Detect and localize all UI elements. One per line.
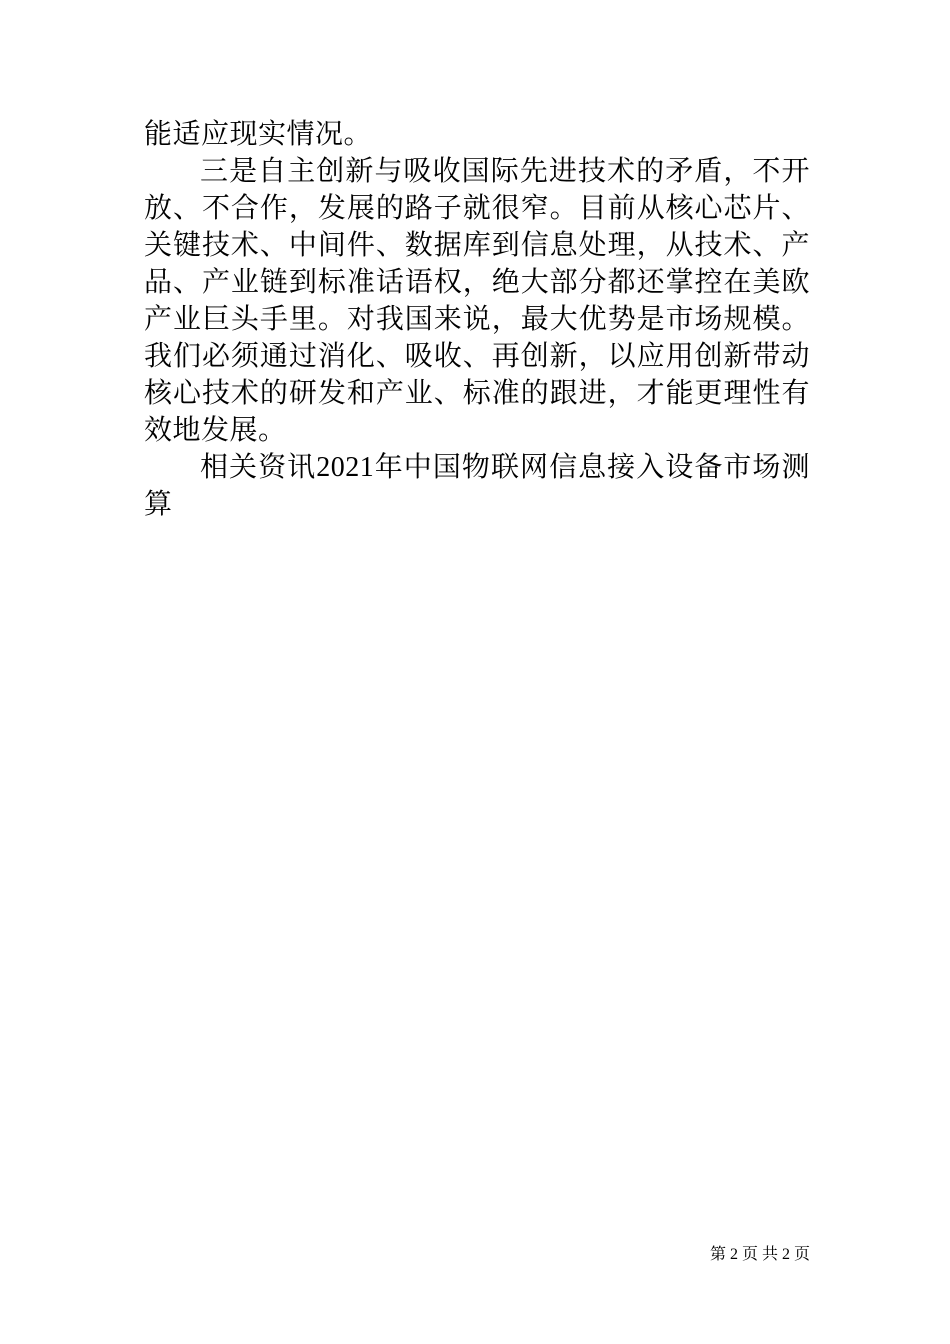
body-paragraph: 能适应现实情况。 [144,119,373,150]
body-paragraph: 三是自主创新与吸收国际先进技术的矛盾，不开放、不合作，发展的路子就很窄。目前从核心芯片、关键技术、中间件、数据库到信息处理，从技术、产品、产业链到标准话语权，绝大部分都还掌控在美欧产业巨头手里。对我国来说，最大优势是市场规模。我们必须通过消化、吸收、再创新，以应用创新带动核心技术的研发和产业、标准的跟进，才能更理性有效地发展。 [144,156,810,446]
body-paragraph: 相关资讯2021年中国物联网信息接入设备市场测算 [144,452,810,520]
document-body [144,116,810,523]
page-number: 第 2 页 共 2 页 [709,1246,810,1263]
